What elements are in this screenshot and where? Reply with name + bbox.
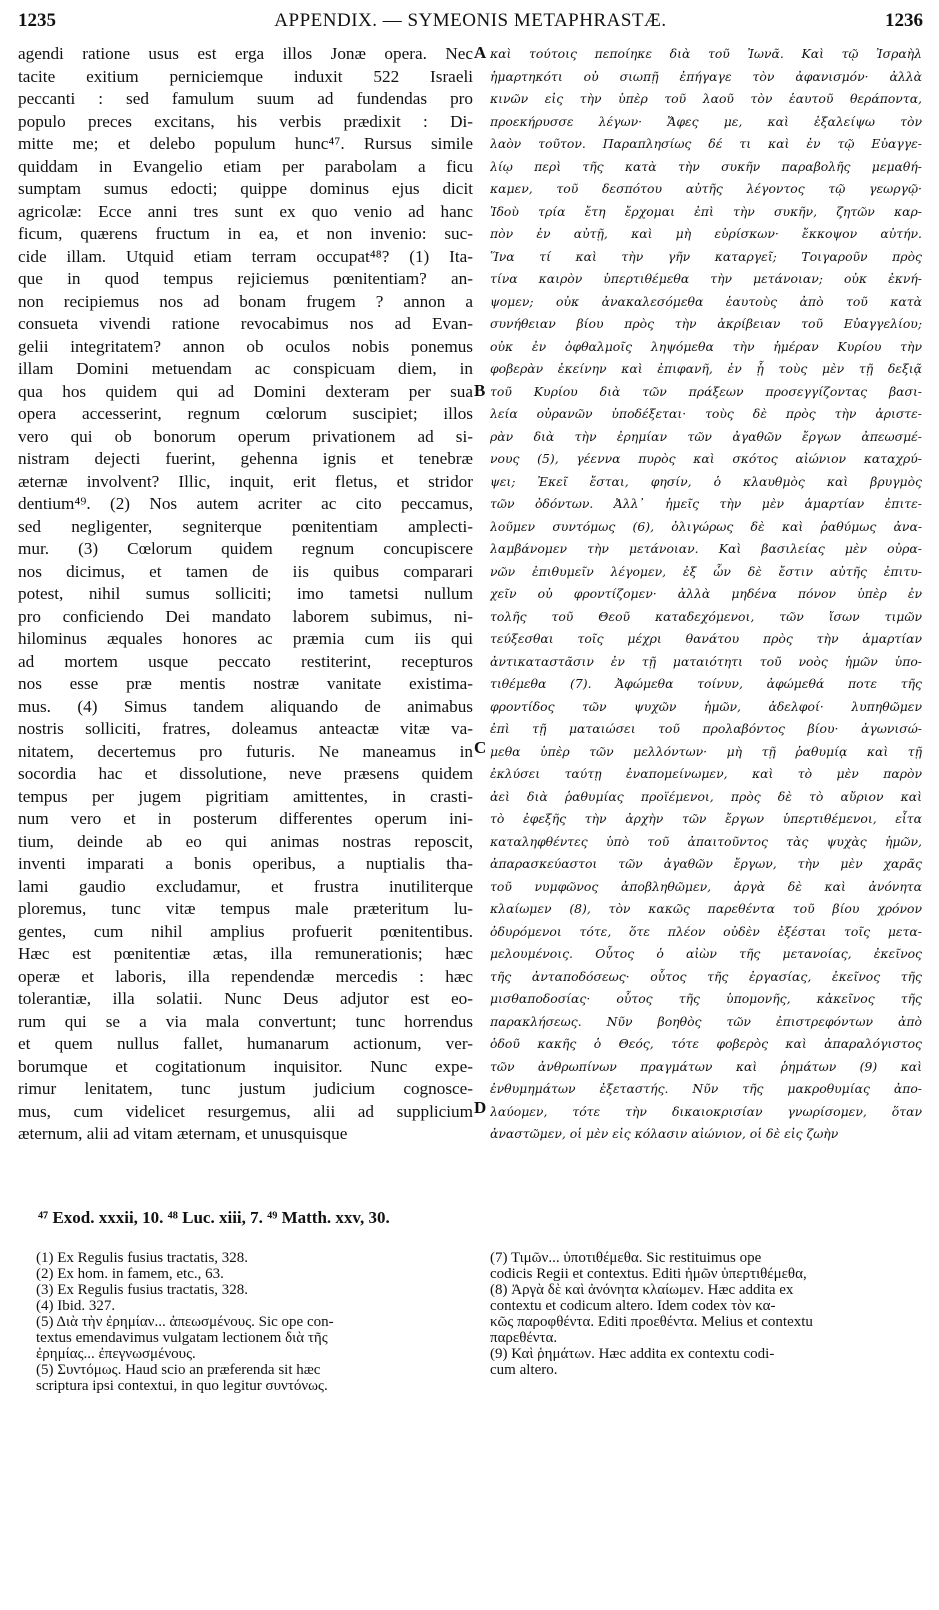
text-line: potest, nihil sumus solliciti; imo tametsi nullum [18, 584, 473, 603]
text-line: sumptam sumus edocti; quippe dominus ejus dicit [18, 179, 473, 198]
text-line: hilominus æquales honores ac præmia cum iis qui [18, 629, 473, 648]
text-line: consueta vivendi ratione revocabimus nos ad Evan- [18, 314, 473, 333]
greek-text-line: καταληφθέντες ὑπὸ τοῦ ἀπαιτοῦντος τὰς ψυχὰς ἡμῶν, [490, 833, 922, 849]
margin-marker-d: D [474, 1098, 487, 1117]
greek-text-line: ἐπὶ τῇ ματαιώσει τοῦ προλαβόντος βίου· ἀγωνισώ- [490, 721, 922, 736]
page-header [18, 10, 923, 36]
text-line: socordia hac et dissolutione, neve præsens quidem [18, 764, 473, 783]
text-line: agendi ratione usus est erga illos Jonæ opera. Nec [18, 44, 473, 63]
text-line: et quem nullus fallet, humanarum actionum, ver- [18, 1034, 473, 1053]
text-line: ad mortem usque peccato restiterint, recepturos [18, 651, 473, 671]
margin-marker-b: B [474, 381, 486, 400]
greek-text-line: φροντίδος τῶν ψυχῶν ἡμῶν, ἀδελφοί· λυπηθῶμεν [490, 698, 922, 714]
text-line: gelii integritatem? annon ob oculos nobis ponemus [18, 336, 473, 356]
greek-text-line: λαμβάνομεν τὴν μετάνοιαν. Καὶ βασιλείας μὲν οὐρα- [490, 541, 922, 556]
text-line: borumque et cogitationum inquisitor. Nunc expe- [18, 1056, 473, 1076]
greek-text-line: κινῶν εἰς τὴν ὑπὲρ τοῦ λαοῦ τὸν ἑαυτοῦ θεράποντα, [490, 91, 922, 106]
text-line: inventi imparati a bonis operibus, a nuptialis tha- [18, 854, 473, 873]
greek-text-line: ὀδυρόμενοι τότε, ὅτε πλέον οὐδὲν ἐξέσται τοῖς μετα- [490, 923, 922, 939]
greek-text-line: καμεν, τοῦ δεσπότου αὐτῆς λέγοντος τῷ γεωργῷ· [490, 181, 922, 196]
greek-text-line: οὐκ ἐν ὀφθαλμοῖς ληψόμεθα τὴν ἡμέραν Κυρίου τὴν [490, 338, 922, 354]
text-line: pro conficiendo Dei mandato laborem subimus, ni- [18, 606, 473, 626]
footnote-line: scriptura ipsi contextui, in quo legitur συντόνως. [36, 1378, 328, 1394]
greek-text-line: τεύξεσθαι τοῖς μέχρι θανάτου πρὸς τὴν ἁμαρτίαν [490, 631, 922, 646]
footnote-line: (7) Τιμῶν... ὑποτιθέμεθα. Sic restituimus ope [490, 1250, 762, 1266]
greek-text-line: ἀντικαταστᾶσιν ἐν τῇ ματαιότητι τοῦ νοὸς ἡμῶν ὑπο- [490, 653, 922, 669]
footnotes-right [490, 1250, 910, 1378]
text-line: ficum, quærens fructum in ea, et non invenio: suc- [18, 224, 473, 243]
text-line: populo preces excitans, his verbis prædixit : Di- [18, 111, 473, 131]
greek-text-line: λεία οὐρανῶν ὑποδέξεται· τοὺς δὲ πρὸς τὴν ἀριστε- [490, 406, 922, 421]
text-line: æternum, alii ad vitam æternam, et unusquisque [18, 1124, 348, 1143]
footnote-line: (5) Διὰ τὴν ἐρημίαν... ἀπεωσμένους. Sic ope con- [36, 1314, 334, 1330]
text-line: illam Domini metuendam ac conspicuam diem, in [18, 359, 473, 378]
text-line: gentes, cum nihil amplius profuerit pœnitentibus. [18, 921, 473, 941]
text-line: non recipiemus nos ad bonam frugem ? annon a [18, 291, 473, 311]
text-line: nostris solliciti, fratres, doleamus anteactæ vitæ va- [18, 719, 473, 738]
greek-text-line: τῶν ὀδόντων. Ἀλλ᾽ ἡμεῖς τὴν μὲν ἁμαρτίαν ἐπιτε- [490, 496, 922, 511]
text-line: operæ et laboris, illa rependendæ mercedis : hæc [18, 966, 473, 986]
latin-column [18, 43, 473, 1146]
text-line: qua hos quidem qui ad Domini dexteram per sua [18, 381, 473, 401]
footnote-line: textus emendavimus vulgatam lectionem διὰ τῆς [36, 1330, 328, 1346]
text-line: Hæc est pœnitentiæ ætas, illa remunerationis; hæc [18, 944, 473, 963]
greek-text-line: λαὸν τοῦτον. Παραπλησίως δέ τι καὶ ἐν τῷ Εὐαγγε- [490, 136, 922, 151]
page-number-left: 1235 [18, 10, 56, 31]
text-line: rimur lenitatem, tunc justum judicium cognosce- [18, 1079, 473, 1098]
scripture-references: ⁴⁷ Exod. xxxii, 10. ⁴⁸ Luc. xiii, 7. ⁴⁹ Matth. xxv, 30. [38, 1208, 390, 1227]
greek-text-line: νους (5), γέεννα πυρὸς καὶ σκότος αἰώνιον καταχρύ- [490, 451, 922, 466]
text-line: num vero et in posterum differentes operum ini- [18, 809, 473, 828]
greek-text-line: μελουμένοις. Οὗτος ὁ αἰὼν τῆς μετανοίας, ἐκεῖνος [490, 946, 922, 961]
greek-text-line: πὸν ἐν αὐτῇ, καὶ μὴ εὑρίσκων· ἔκκοψον αὐτήν. [490, 226, 922, 241]
greek-text-line: ἀναστῶμεν, οἱ μὲν εἰς κόλασιν αἰώνιον, οἱ δὲ εἰς ζωὴν [490, 1126, 839, 1141]
greek-text-line: τολῆς τοῦ Θεοῦ καταδεχόμενοι, τῶν ἴσων τιμῶν [490, 608, 922, 624]
greek-text-line: τοῦ Κυρίου διὰ τῶν πράξεων προσεγγίζοντας βασι- [490, 383, 922, 399]
greek-text-line: ἐκλύσει ταύτῃ ἐναπομείνωμεν, καὶ τὸ μὲν παρὸν [490, 766, 922, 781]
text-line: peccanti : sed famulum suum ad fundendas pro [18, 89, 473, 108]
footnote-line: κῶς παροφθέντα. Editi προεθέντα. Melius et contextu [490, 1314, 813, 1330]
greek-text-line: προεκήρυσσε λέγων· Ἄφες με, καὶ ἐξαλείψω τὸν [490, 113, 922, 129]
greek-text-line: κλαίωμεν (8), τὸν κακῶς παρεθέντα τοῦ βίου χρόνον [490, 901, 922, 916]
greek-text-line: Ἵνα τί καὶ τὴν γῆν καταργεῖ; Τοιγαροῦν πρὸς [490, 248, 922, 264]
text-line: que in quod tempus rejiciemus pœnitentiam? an- [18, 269, 473, 288]
greek-text-line: ἐνθυμημάτων ἐξεταστής. Νῦν τῆς μακροθυμίας ἀπο- [490, 1081, 922, 1096]
greek-text-line: παρακλήσεως. Νῦν βοηθὸς τῶν ἐπιστρεφόντων ἀπὸ [490, 1013, 922, 1029]
text-line: tium, deinde ab eo qui animas nostras reposcit, [18, 831, 473, 851]
footnote-line: (3) Ex Regulis fusius tractatis, 328. [36, 1282, 249, 1298]
text-line: nos esse præ mentis nostræ vanitate existima- [18, 674, 473, 693]
text-line: ploremus, tunc vitæ tempus male præteritum lu- [18, 899, 473, 918]
margin-marker-a: A [474, 43, 487, 62]
greek-text-line: ψει; Ἐκεῖ ἔσται, φησίν, ὁ κλαυθμὸς καὶ βρυγμὸς [490, 473, 922, 489]
text-line: mus. (4) Simus tandem aliquando de animabus [18, 696, 473, 716]
text-line: opera accesserint, regnum cœlorum suscipiet; illos [18, 404, 473, 423]
footnote-line: ἐρημίας... ἐπεγνωσμένους. [36, 1346, 196, 1362]
text-line: æternæ involvent? Illic, inquit, erit fletus, et stridor [18, 471, 473, 491]
greek-text-line: καὶ τούτοις πεποίηκε διὰ τοῦ Ἰωνᾶ. Καὶ τῷ Ἰσραὴλ [490, 46, 922, 61]
greek-text-line: τῶν ἀνθρωπίνων πραγμάτων καὶ ῥημάτων (9) καὶ [490, 1058, 922, 1074]
text-line: tacite exitium perniciemque induxit 522 Israeli [18, 66, 473, 86]
greek-text-line: τιθέμεθα (7). Ἀφώμεθα τοίνυν, ἀφώμεθά ποτε τῆς [490, 676, 922, 691]
greek-text-line: μισθαποδοσίας· οὗτος τῆς ὑπομονῆς, κἀκεῖνος τῆς [490, 991, 922, 1006]
greek-text-line: Ἰδοὺ τρία ἔτη ἔρχομαι ἐπὶ τὴν συκῆν, ζητῶν καρ- [490, 203, 922, 219]
greek-text-line: ἡμαρτηκότι οὐ σιωπῇ ἐπήγαγε τὸν ἀφανισμόν· ἀλλὰ [490, 68, 922, 84]
footnote-line: (9) Καὶ ῥημάτων. Hæc addita ex contextu codi- [490, 1346, 775, 1362]
footnote-line: (2) Ex hom. in famem, etc., 63. [36, 1266, 224, 1282]
greek-text-line: λίῳ περὶ τῆς κατὰ τὴν συκῆν παραβολῆς μεμαθή- [490, 158, 922, 174]
text-line: dentium⁴⁹. (2) Nos autem acriter ac cito peccamus, [18, 494, 473, 513]
greek-text-line: λαύομεν, τότε τὴν δικαιοκρισίαν γνωρίσομεν, ὅταν [490, 1103, 922, 1119]
footnote-line: (1) Ex Regulis fusius tractatis, 328. [36, 1250, 249, 1266]
running-title: APPENDIX. — SYMEONIS METAPHRASTÆ. [274, 10, 667, 31]
text-line: sed negligenter, segniterque pœnitentiam amplecti- [18, 516, 473, 536]
greek-text-line: ψομεν; οὐκ ἀνακαλεσόμεθα ἑαυτοὺς ἀπὸ τοῦ κατὰ [490, 293, 922, 309]
margin-marker-c: C [474, 738, 487, 757]
text-line: mitte me; et delebo populum hunc⁴⁷. Rursus simile [18, 134, 473, 153]
footnote-line: (8) Ἀργὰ δὲ καὶ ἀνόνητα κλαίωμεν. Hæc addita ex [490, 1282, 794, 1298]
footnote-line: codicis Regii et contextus. Editi ἡμῶν ὑπερτιθέμεθα, [490, 1266, 807, 1282]
footnote-line: contextu et codicum altero. Idem codex τὸν κα- [490, 1298, 776, 1314]
greek-text-line: νῶν ἐπιθυμεῖν λέγομεν, ἐξ ὧν δὲ ἔστιν αὐτῆς ἐπιτυ- [490, 563, 922, 579]
greek-text-line: τὸ ἐφεξῆς τὴν ἀρχὴν τῶν ἔργων ὑπερτιθέμενοι, εἶτα [490, 811, 922, 826]
page-number-right: 1236 [885, 10, 923, 31]
text-line: tolerantiæ, illa solatii. Nunc Deus adjutor est eo- [18, 989, 473, 1008]
text-line: vero qui ob bonorum operum privationem ad si- [18, 426, 473, 446]
greek-text-line: ἀπαρασκεύαστοι τῶν ἀγαθῶν ἔργων, τὴν μὲν χαρᾶς [490, 856, 922, 871]
footnote-line: cum altero. [490, 1362, 558, 1378]
text-line: nitatem, decertemus pro futuris. Ne maneamus in [18, 741, 473, 761]
text-line: lami gaudio excludamur, et frustra inutiliterque [18, 876, 473, 896]
greek-column [490, 43, 922, 1146]
footnote-line: (5) Συντόμως. Haud scio an præferenda sit hæc [36, 1362, 321, 1378]
text-line: nistram dejecti fuerint, gehenna ignis et tenebræ [18, 449, 473, 468]
text-line: tempus per jugem pigritiam amittentes, in crasti- [18, 786, 473, 806]
greek-text-line: τῆς ἀνταποδόσεως· οὗτος τῆς ἐργασίας, ἐκεῖνος τῆς [490, 968, 922, 984]
greek-text-line: φοβερὰν ἐκείνην καὶ ἐπιφανῆ, ἐν ᾗ τοὺς μὲν τῇ δεξιᾷ [490, 361, 922, 376]
text-line: quiddam in Evangelio etiam per parabolam a ficu [18, 156, 473, 176]
greek-text-line: χεῖν οὐ φροντίζομεν· ἀλλὰ μηδένα πόνον ὑπὲρ ἐν [490, 586, 922, 601]
greek-text-line: μεθα ὑπὲρ τῶν μελλόντων· μὴ τῇ ῥαθυμίᾳ καὶ τῇ [490, 743, 922, 759]
text-line: rum qui se a via mala convertunt; tunc horrendus [18, 1011, 473, 1031]
footnote-line: (4) Ibid. 327. [36, 1298, 116, 1314]
greek-text-line: ρὰν διὰ τὴν ἐρημίαν τῶν ἀγαθῶν ἔργων ἀπεωσμέ- [490, 428, 922, 444]
footnotes-left [36, 1250, 466, 1394]
text-line: nos dicimus, et tamen de iis quibus comparari [18, 561, 473, 581]
text-line: agricolæ: Ecce anni tres sunt ex quo venio ad hanc [18, 201, 473, 221]
text-line: cide illam. Utquid etiam terram occupat⁴⁸? (1) Ita- [18, 246, 473, 266]
text-line: mur. (3) Cœlorum quidem regnum concupiscere [18, 539, 473, 558]
greek-text-line: λοῦμεν συντόμως (6), ὀλιγώρως δὲ καὶ ῥαθύμως ἀνα- [490, 518, 922, 534]
footnote-line: παρεθέντα. [490, 1330, 558, 1346]
greek-text-line: ἀεὶ διὰ ῥαθυμίας προϊέμενοι, πρὸς δὲ τὸ αὔριον καὶ [490, 788, 922, 804]
greek-text-line: συνήθειαν βίου πρὸς τὴν ἀκρίβειαν τοῦ Εὐαγγελίου; [490, 316, 922, 331]
greek-text-line: ὁδοῦ κακῆς ὁ Θεός, τότε φοβερὸς καὶ ἀπαραλόγιστος [490, 1036, 922, 1051]
greek-text-line: τοῦ νυμφῶνος ἀποβληθῶμεν, ἀργὰ δὲ καὶ ἀνόνητα [490, 878, 922, 894]
greek-text-line: τίνα καιρὸν ὑπερτιθέμεθα τὴν μετάνοιαν; οὐκ ἐκνή- [490, 271, 922, 286]
text-line: mus, cum videlicet resurgemus, alii ad supplicium [18, 1101, 473, 1121]
